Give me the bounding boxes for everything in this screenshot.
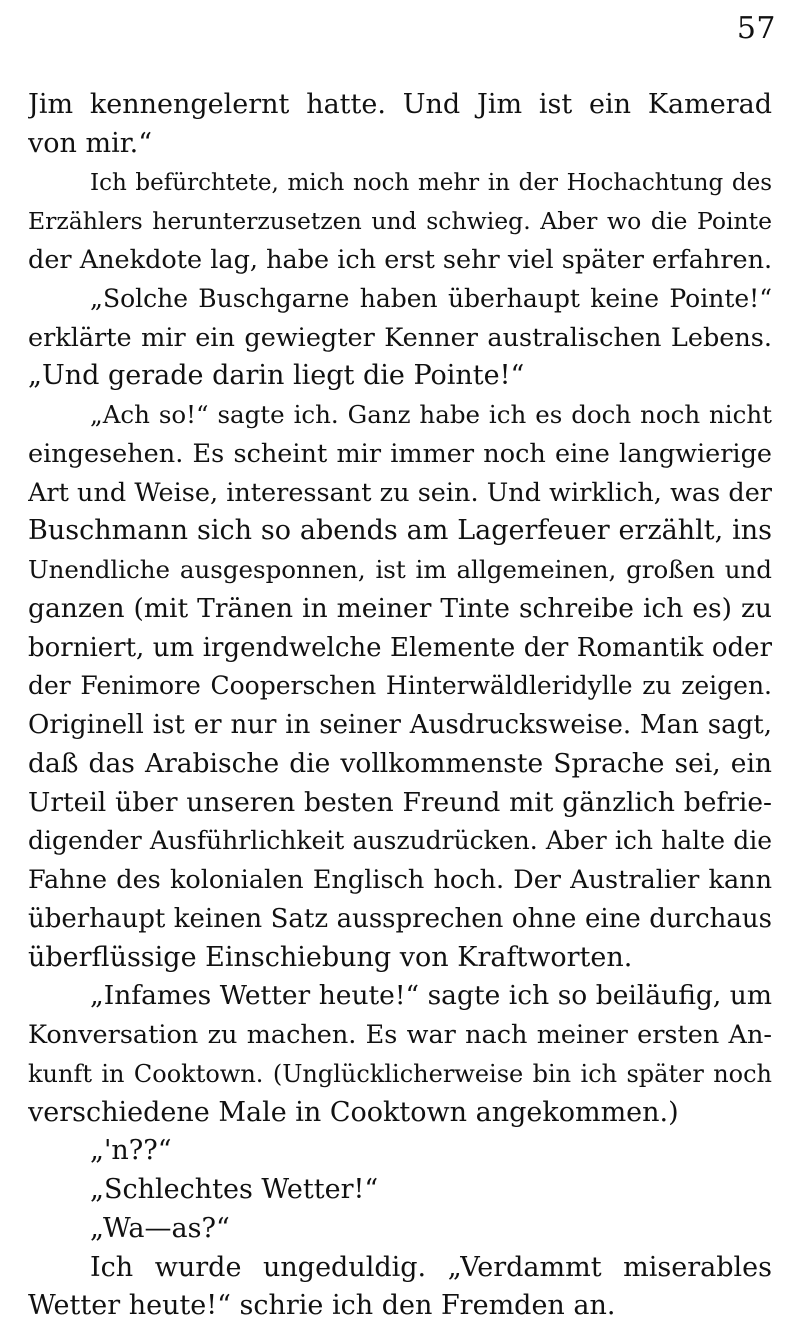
- text-line: Wetter heute!“ schrie ich den Fremden an.: [28, 1290, 616, 1322]
- text-line: kunft in Cooktown. (Unglücklicherweise bin ich später noch: [28, 1059, 772, 1088]
- text-line: der Anekdote lag, habe ich erst sehr viel später erfahren.: [28, 245, 772, 275]
- text-line: der Fenimore Cooperschen Hinterwäldleridylle zu zeigen.: [28, 671, 772, 701]
- text-line: borniert, um irgendwelche Elemente der Romantik oder: [28, 632, 772, 663]
- text-line: Buschmann sich so abends am Lagerfeuer erzählt, ins: [28, 515, 772, 547]
- text-line: Jim kennengelernt hatte. Und Jim ist ein Kamerad: [28, 89, 772, 120]
- text-line: „Schlechtes Wetter!“: [90, 1174, 379, 1205]
- text-line: überflüssige Einschiebung von Kraftworten.: [28, 941, 633, 973]
- text-line: Urteil über unseren besten Freund mit gänzlich befrie-: [28, 786, 772, 818]
- text-line: Fahne des kolonialen Englisch hoch. Der Australier kann: [28, 865, 772, 895]
- text-line: „Solche Buschgarne haben überhaupt keine Pointe!“: [90, 283, 772, 313]
- text-line: ganzen (mit Tränen in meiner Tinte schreibe ich es) zu: [28, 592, 772, 624]
- page-number: 57: [736, 11, 776, 46]
- text-line: „Und gerade darin liegt die Pointe!“: [28, 360, 525, 392]
- text-line: von mir.“: [28, 127, 153, 159]
- text-line: Originell ist er nur in seiner Ausdrucksweise. Man sagt,: [28, 710, 772, 740]
- text-line: „Wa—as?“: [90, 1212, 230, 1244]
- text-line: erklärte mir ein gewiegter Kenner australischen Lebens.: [28, 322, 772, 353]
- text-line: „'n??“: [90, 1135, 172, 1167]
- text-line: „Ach so!“ sagte ich. Ganz habe ich es doch noch nicht: [90, 400, 772, 429]
- text-line: Ich wurde ungeduldig. „Verdammt miserables: [90, 1251, 772, 1283]
- text-line: verschiedene Male in Cooktown angekommen.): [28, 1096, 679, 1128]
- text-line: daß das Arabische die vollkommenste Sprache sei, ein: [28, 747, 772, 779]
- text-line: überhaupt keinen Satz aussprechen ohne eine durchaus: [28, 903, 772, 934]
- text-line: Erzählers herunterzusetzen und schwieg. Aber wo die Pointe: [28, 207, 772, 236]
- text-line: „Infames Wetter heute!“ sagte ich so beiläufig, um: [90, 980, 772, 1012]
- text-line: Unendliche ausgesponnen, ist im allgemeinen, großen und: [28, 555, 772, 584]
- text-line: digender Ausführlichkeit auszudrücken. Aber ich halte die: [28, 826, 772, 856]
- text-line: Ich befürchtete, mich noch mehr in der Hochachtung des: [90, 169, 772, 196]
- text-line: Art und Weise, interessant zu sein. Und wirklich, was der: [28, 477, 772, 508]
- body-text: [28, 86, 772, 1326]
- text-line: eingesehen. Es scheint mir immer noch eine langwierige: [28, 438, 772, 469]
- text-line: Konversation zu machen. Es war nach meiner ersten An-: [28, 1020, 772, 1050]
